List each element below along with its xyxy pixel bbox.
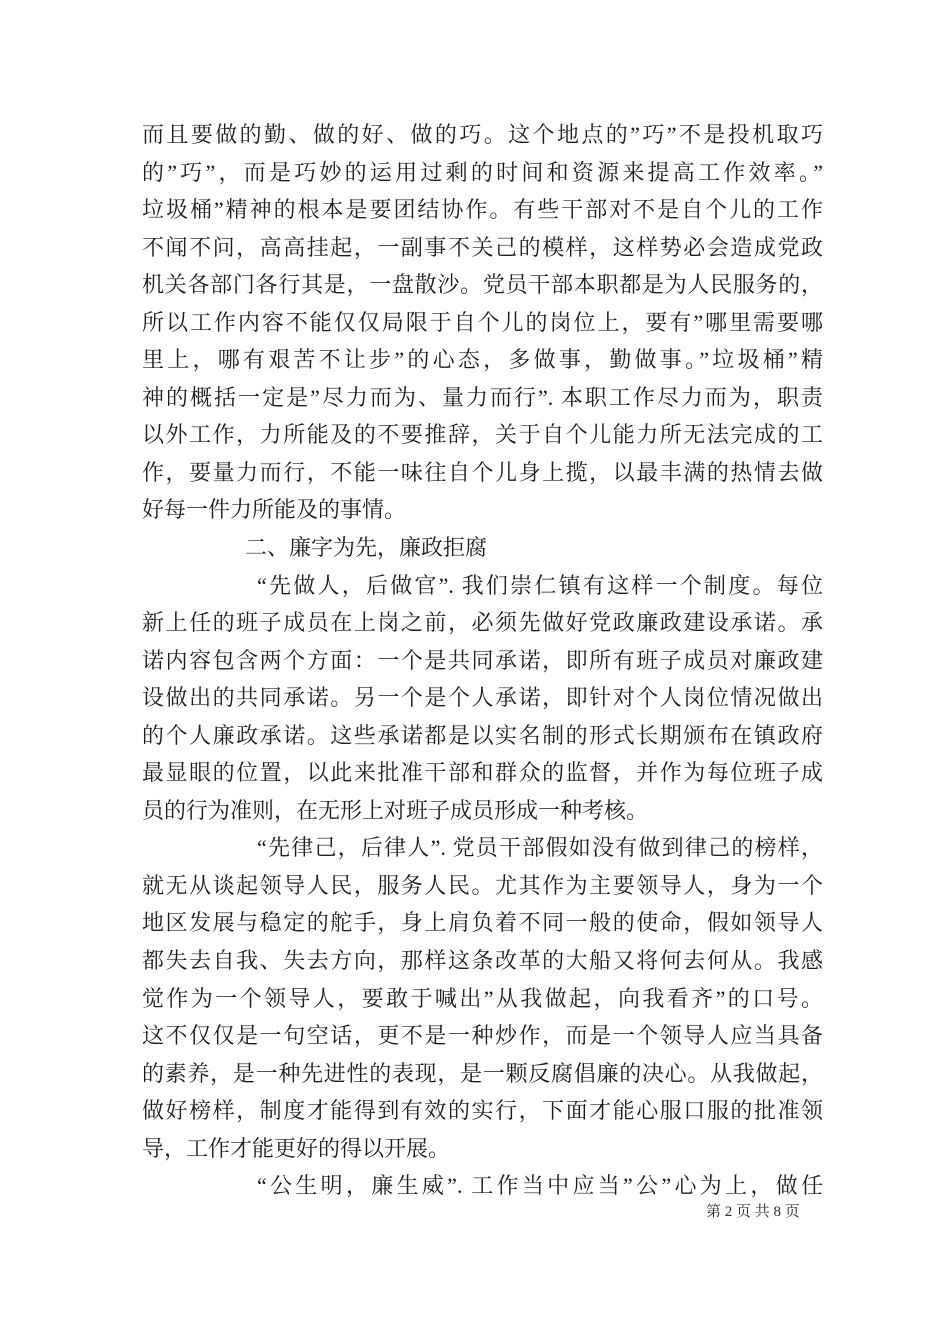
text-line: 这不仅仅是一句空话，更不是一种炒作，而是一个领导人应当具备	[142, 1023, 823, 1049]
text-line: “先做人，后做官”. 我们崇仁镇有这样一个制度。每位	[257, 572, 823, 598]
text-line: 觉作为一个领导人，要敢于喊出”从我做起，向我看齐”的口号。	[142, 985, 823, 1011]
text-line: 作，要量力而行，不能一味往自个儿身上揽，以最丰满的热情去做	[142, 459, 823, 485]
text-line: 而且要做的勤、做的好、做的巧。这个地点的”巧”不是投机取巧	[142, 122, 823, 147]
text-line: 最显眼的位置，以此来批准干部和群众的监督，并作为每位班子成	[142, 760, 823, 786]
text-line: 好每一件力所能及的事情。	[142, 497, 407, 523]
text-line: 的素养，是一种先进性的表现，是一颗反腐倡廉的决心。从我做起，	[142, 1060, 823, 1086]
text-line: 地区发展与稳定的舵手，身上肩负着不同一般的使命，假如领导人	[142, 910, 823, 936]
text-line: “公生明，廉生威”. 工作当中应当”公”心为上，做任	[257, 1173, 823, 1199]
text-line: 以外工作，力所能及的不要推辞，关于自个儿能力所无法完成的工	[142, 422, 823, 448]
text-line: 垃圾桶”精神的根本是要团结协作。有些干部对不是自个儿的工作	[142, 197, 823, 223]
text-line: 不闻不问，高高挂起，一副事不关己的模样，这样势必会造成党政	[142, 234, 823, 260]
text-line: 设做出的共同承诺。另一个是个人承诺，即针对个人岗位情况做出	[142, 685, 823, 711]
text-line: 新上任的班子成员在上岗之前，必须先做好党政廉政建设承诺。承	[142, 610, 823, 636]
text-line: 机关各部门各行其是，一盘散沙。党员干部本职都是为人民服务的，	[142, 272, 823, 298]
text-line: 员的行为准则，在无形上对班子成员形成一种考核。	[142, 797, 649, 823]
text-line: 都失去自我、失去方向，那样这条改革的大船又将何去何从。我感	[142, 948, 823, 974]
text-line: 导，工作才能更好的得以开展。	[142, 1135, 451, 1161]
text-line: 的”巧”，而是巧妙的运用过剩的时间和资源来提高工作效率。”	[142, 159, 823, 185]
text-line: 神的概括一定是”尽力而为、量力而行”. 本职工作尽力而为，职责	[142, 384, 823, 410]
heading-line: 二、廉字为先，廉政拒腐	[245, 535, 488, 561]
text-line: 就无从谈起领导人民，服务人民。尤其作为主要领导人，身为一个	[142, 872, 823, 898]
text-line: 做好榜样，制度才能得到有效的实行，下面才能心服口服的批准领	[142, 1098, 823, 1124]
text-line: 所以工作内容不能仅仅局限于自个儿的岗位上，要有”哪里需要哪	[142, 309, 823, 335]
text-line: 的个人廉政承诺。这些承诺都是以实名制的形式长期颁布在镇政府	[142, 722, 823, 748]
page-number-footer: 第 2 页 共 8 页	[706, 1204, 800, 1220]
document-body	[142, 116, 823, 1205]
text-line: 里上，哪有艰苦不让步”的心态，多做事，勤做事。”垃圾桶”精	[142, 347, 823, 373]
text-line: 诺内容包含两个方面：一个是共同承诺，即所有班子成员对廉政建	[142, 647, 823, 673]
text-line: “先律己，后律人”. 党员干部假如没有做到律己的榜样，	[257, 835, 823, 861]
